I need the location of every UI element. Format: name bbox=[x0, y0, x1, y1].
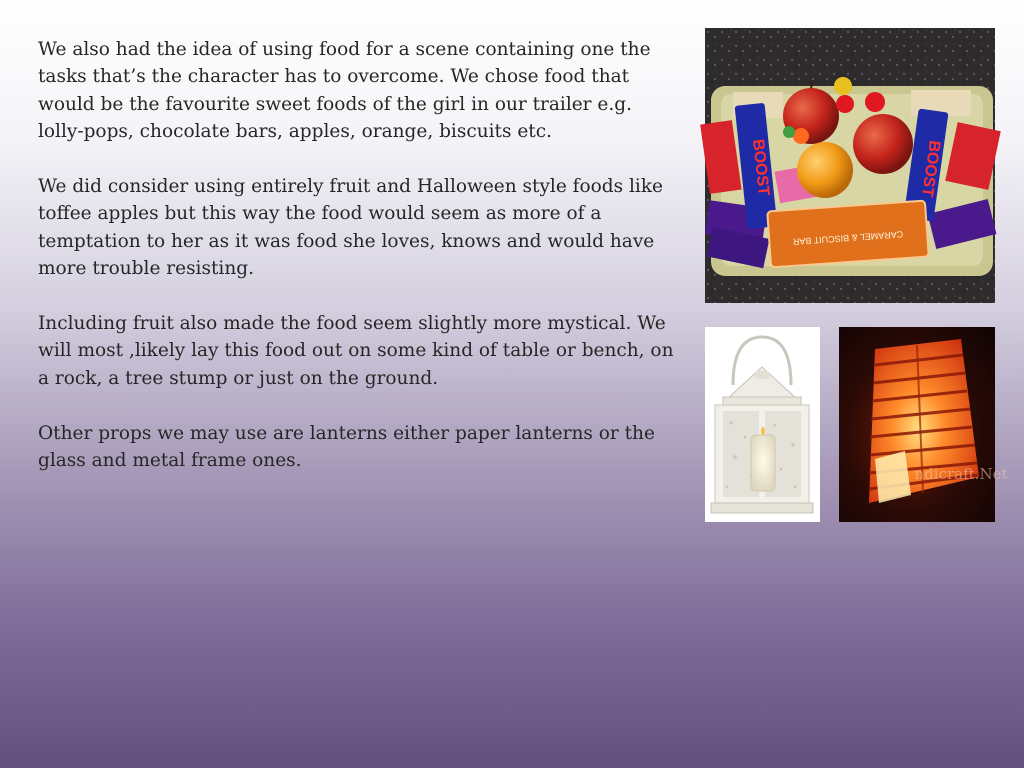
photo-watermark: ndicraft.Net bbox=[914, 465, 1008, 483]
paragraph-lantern-props: Other props we may use are lanterns either paper lanterns or the glass and metal frame ones. bbox=[38, 422, 655, 472]
paper-lantern-photo bbox=[839, 327, 1008, 522]
paragraph-food-idea: We also had the idea of using food for a scene containing one the tasks that’s the character has to overcome. We chose food that would be the favourite sweet foods of the girl in our trailer e.g. lolly-pops, chocolate bars, apples, orange, biscuits etc. bbox=[38, 39, 651, 143]
slide-text bbox=[38, 36, 678, 502]
boost-wrapper-label-left: BOOST bbox=[749, 138, 772, 197]
paragraph-fruit-setting: Including fruit also made the food seem slightly more mystical. We will most ,likely lay this food out on some kind of table or bench, on a rock, a tree stump or just on the ground. bbox=[38, 313, 674, 389]
white-lantern-photo bbox=[705, 327, 820, 522]
sweets-tray-photo bbox=[705, 28, 995, 303]
boost-wrapper-label-right: BOOST bbox=[918, 139, 943, 198]
biscuit-bar-label: CARAMEL & BISCUIT BAR bbox=[792, 229, 904, 247]
paragraph-halloween-foods: We did consider using entirely fruit and Halloween style foods like toffee apples but this way the food would seem as more of a temptation to her as it was food she loves, knows and would have more trouble resisting. bbox=[38, 176, 663, 280]
